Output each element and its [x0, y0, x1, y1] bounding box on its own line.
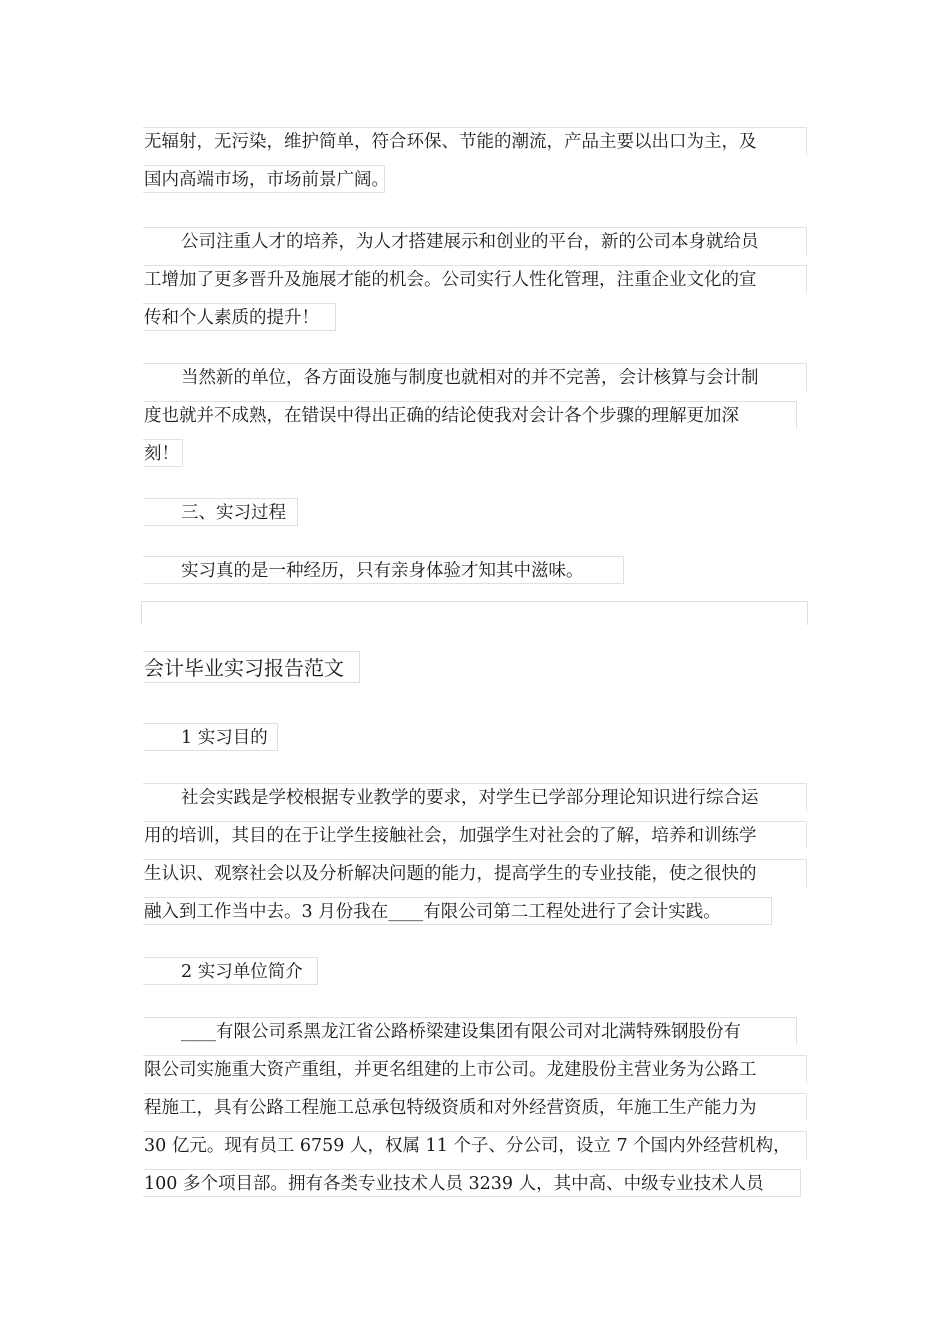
text-line: 刻！ — [143, 439, 183, 467]
section-heading: 三、实习过程 — [143, 498, 298, 526]
section-heading: 2 实习单位简介 — [143, 957, 318, 985]
text-line: ____有限公司系黑龙江省公路桥梁建设集团有限公司对北满特殊钢股份有 — [143, 1017, 797, 1045]
text-line: 度也就并不成熟，在错误中得出正确的结论使我对会计各个步骤的理解更加深 — [143, 401, 797, 429]
text-line: 传和个人素质的提升！ — [143, 303, 336, 331]
text-line: 社会实践是学校根据专业教学的要求，对学生已学部分理论知识进行综合运 — [143, 783, 807, 811]
text-line: 无辐射，无污染，维护简单，符合环保、节能的潮流，产品主要以出口为主，及 — [143, 127, 807, 155]
text-line: 30 亿元。现有员工 6759 人，权属 11 个子、分公司，设立 7 个国内外经营机构， — [143, 1131, 807, 1159]
text-line: 用的培训，其目的在于让学生接触社会，加强学生对社会的了解，培养和训练学 — [143, 821, 807, 849]
text-line: 实习真的是一种经历，只有亲身体验才知其中滋味。 — [143, 556, 624, 584]
text-line: 当然新的单位，各方面设施与制度也就相对的并不完善，会计核算与会计制 — [143, 363, 807, 391]
text-line: 100 多个项目部。拥有各类专业技术人员 3239 人，其中高、中级专业技术人员 — [143, 1169, 801, 1197]
text-line: 程施工，具有公路工程施工总承包特级资质和对外经营资质，年施工生产能力为 — [143, 1093, 807, 1121]
text-line: 融入到工作当中去。3 月份我在____有限公司第二工程处进行了会计实践。 — [143, 897, 772, 925]
section-divider — [141, 601, 808, 625]
text-line: 生认识、观察社会以及分析解决问题的能力，提高学生的专业技能，使之很快的 — [143, 859, 807, 887]
document-title: 会计毕业实习报告范文 — [143, 651, 360, 683]
text-line: 公司注重人才的培养，为人才搭建展示和创业的平台，新的公司本身就给员 — [143, 227, 807, 255]
section-heading: 1 实习目的 — [143, 723, 278, 751]
text-line: 限公司实施重大资产重组，并更名组建的上市公司。龙建股份主营业务为公路工 — [143, 1055, 807, 1083]
text-line: 国内高端市场，市场前景广阔。 — [143, 165, 385, 193]
text-line: 工增加了更多晋升及施展才能的机会。公司实行人性化管理，注重企业文化的宣 — [143, 265, 807, 293]
